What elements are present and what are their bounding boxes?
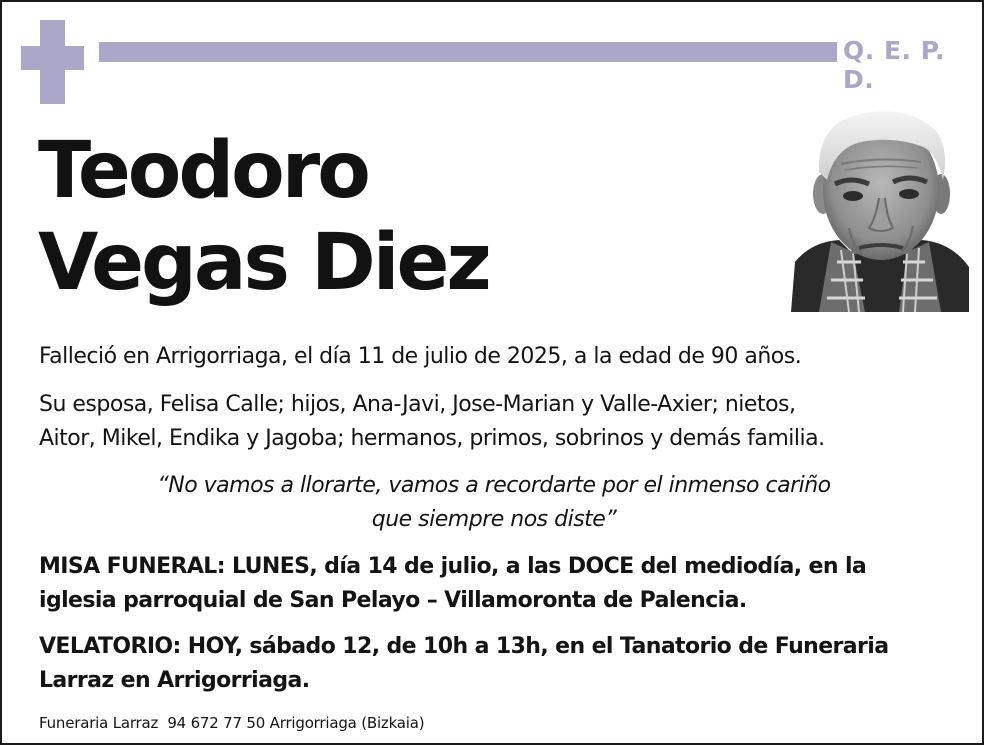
portrait-photo (791, 102, 969, 312)
misa-line: iglesia parroquial de San Pelayo – Villamoronta de Palencia. (39, 588, 747, 613)
funeral-home-footer: Funeraria Larraz 94 672 77 50 Arrigorriaga (Bizkaia) (39, 714, 425, 732)
quote-line: “No vamos a llorarte, vamos a recordarte por el inmenso cariño (157, 473, 831, 498)
deceased-surnames: Vegas Diez (38, 218, 489, 308)
memorial-quote (2, 469, 984, 537)
funeral-mass-notice (39, 550, 959, 618)
death-notice: Falleció en Arrigorriaga, el día 11 de julio de 2025, a la edad de 90 años. (39, 344, 802, 369)
quote-line: que siempre nos diste” (371, 507, 617, 532)
deceased-first-name: Teodoro (38, 126, 368, 216)
velatorio-line: VELATORIO: HOY, sábado 12, de 10h a 13h, en el Tanatorio de Funeraria (39, 634, 889, 659)
family-notice (39, 388, 959, 456)
cross-horizontal-bar (21, 46, 84, 70)
velatorio-line: Larraz en Arrigorriaga. (39, 668, 310, 693)
wake-notice (39, 630, 959, 698)
header-divider-bar (99, 42, 837, 62)
family-line: Su esposa, Felisa Calle; hijos, Ana-Javi, Jose-Marian y Valle-Axier; nietos, (39, 392, 796, 417)
misa-line: MISA FUNERAL: LUNES, día 14 de julio, a las DOCE del mediodía, en la (39, 554, 867, 579)
qepd-label: Q. E. P. D. (843, 36, 945, 94)
family-line: Aitor, Mikel, Endika y Jagoba; hermanos, primos, sobrinos y demás familia. (39, 426, 825, 451)
portrait-illustration (791, 102, 969, 312)
